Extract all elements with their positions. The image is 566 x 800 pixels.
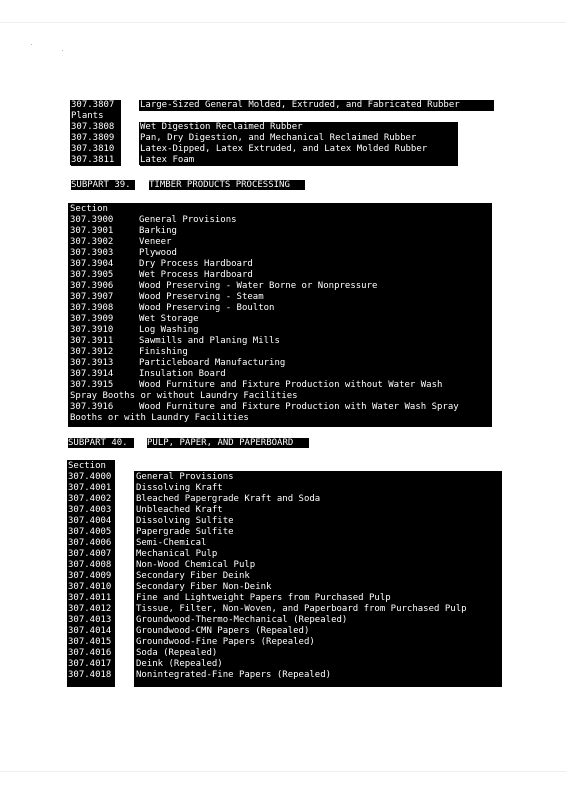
list-item-code: 307.4010 bbox=[68, 582, 114, 593]
scan-edge-bottom bbox=[0, 771, 566, 772]
list-item-code: 307.4016 bbox=[68, 648, 114, 659]
list-item-title: Insulation Board bbox=[139, 369, 489, 380]
list-item-code: 307.3807 bbox=[71, 100, 121, 111]
list-item-code: 307.4004 bbox=[68, 516, 114, 527]
list-item-title: Wood Preserving - Steam bbox=[139, 292, 489, 303]
list-item-title: Dissolving Sulfite bbox=[136, 516, 501, 527]
list-item-title: Wood Preserving - Boulton bbox=[139, 303, 489, 314]
list-item-code: 307.3900 bbox=[70, 215, 125, 226]
list-item-title: Large-Sized General Molded, Extruded, and Fabricated Rubber bbox=[140, 100, 494, 111]
list-item-code: 307.4009 bbox=[68, 571, 114, 582]
list-item-code: 307.4005 bbox=[68, 527, 114, 538]
list-item-code: 307.3901 bbox=[70, 226, 125, 237]
list-item-title: Groundwood-Thermo-Mechanical (Repealed) bbox=[136, 615, 501, 626]
list-item-title: General Provisions bbox=[136, 472, 501, 483]
list-item-title: Nonintegrated-Fine Papers (Repealed) bbox=[136, 670, 501, 681]
list-item-title: Wet Digestion Reclaimed Rubber bbox=[140, 122, 458, 133]
list-item-title: Soda (Repealed) bbox=[136, 648, 501, 659]
list-item-code: 307.4018 bbox=[68, 670, 114, 681]
scan-edge-top bbox=[0, 22, 566, 23]
list-item-title: Dissolving Kraft bbox=[136, 483, 501, 494]
scan-speck bbox=[31, 44, 32, 45]
list-item-continuation: Spray Booths or without Laundry Facilities bbox=[70, 391, 490, 402]
list-item-title: Wet Storage bbox=[139, 314, 489, 325]
list-item-title: Secondary Fiber Non-Deink bbox=[136, 582, 501, 593]
list-item-title: Tissue, Filter, Non-Woven, and Paperboard from Purchased Pulp bbox=[136, 604, 501, 615]
list-item-title: Fine and Lightweight Papers from Purchased Pulp bbox=[136, 593, 501, 604]
list-item-title: Dry Process Hardboard bbox=[139, 259, 489, 270]
list-item-title: Plywood bbox=[139, 248, 489, 259]
list-item-title: Wet Process Hardboard bbox=[139, 270, 489, 281]
list-item-code: 307.4013 bbox=[68, 615, 114, 626]
list-item-code: 307.3915 bbox=[70, 380, 125, 391]
list-item-code: 307.3808 bbox=[71, 122, 121, 133]
subpart-39-code: SUBPART 39. bbox=[71, 180, 135, 190]
list-item-code: 307.3811 bbox=[71, 155, 121, 166]
list-item-code: 307.3810 bbox=[71, 144, 121, 155]
list-item-code: 307.3908 bbox=[70, 303, 125, 314]
list-item-code: 307.4008 bbox=[68, 560, 114, 571]
list-item-code: 307.4001 bbox=[68, 483, 114, 494]
list-item-title: Pan, Dry Digestion, and Mechanical Reclaimed Rubber bbox=[140, 133, 458, 144]
list-item-continuation: Booths or with Laundry Facilities bbox=[70, 413, 490, 424]
list-item-code: 307.4014 bbox=[68, 626, 114, 637]
list-item-code: 307.4012 bbox=[68, 604, 114, 615]
list-item-title: Wood Furniture and Fixture Production with Water Wash Spray bbox=[139, 402, 490, 413]
list-item-title: Plants bbox=[71, 111, 121, 122]
list-item-code: 307.3905 bbox=[70, 270, 125, 281]
list-item-code: 307.3913 bbox=[70, 358, 125, 369]
list-item-title: Latex-Dipped, Latex Extruded, and Latex Molded Rubber bbox=[140, 144, 458, 155]
list-item-title: Bleached Papergrade Kraft and Soda bbox=[136, 494, 501, 505]
list-item-code: 307.4011 bbox=[68, 593, 114, 604]
list-item-code: 307.4015 bbox=[68, 637, 114, 648]
list-item-code: 307.4017 bbox=[68, 659, 114, 670]
list-item-code: 307.3907 bbox=[70, 292, 125, 303]
list-item-code: 307.4000 bbox=[68, 472, 114, 483]
list-item-code: 307.3911 bbox=[70, 336, 125, 347]
list-item-title: Particleboard Manufacturing bbox=[139, 358, 489, 369]
list-item-title: Mechanical Pulp bbox=[136, 549, 501, 560]
section-label: Section bbox=[70, 204, 130, 215]
list-item-code: 307.4006 bbox=[68, 538, 114, 549]
list-item-title: Latex Foam bbox=[140, 155, 458, 166]
list-item-code: 307.3906 bbox=[70, 281, 125, 292]
list-item-code: 307.3903 bbox=[70, 248, 125, 259]
list-item-code: 307.3909 bbox=[70, 314, 125, 325]
list-item-title: Veneer bbox=[139, 237, 489, 248]
subpart-39-title: TIMBER PRODUCTS PROCESSING bbox=[149, 180, 305, 190]
list-item-code: 307.3914 bbox=[70, 369, 125, 380]
list-item-code: 307.3916 bbox=[70, 402, 125, 413]
list-item-code: 307.3902 bbox=[70, 237, 125, 248]
list-item-code: 307.3910 bbox=[70, 325, 125, 336]
scan-speck bbox=[62, 50, 63, 51]
list-item-code: 307.4003 bbox=[68, 505, 114, 516]
subpart-40-code: SUBPART 40. bbox=[68, 438, 134, 448]
list-item-code: 307.3912 bbox=[70, 347, 125, 358]
list-item-title: Unbleached Kraft bbox=[136, 505, 501, 516]
list-item-title: Non-Wood Chemical Pulp bbox=[136, 560, 501, 571]
list-item-title: Finishing bbox=[139, 347, 489, 358]
list-item-title: Wood Preserving - Water Borne or Nonpressure bbox=[139, 281, 489, 292]
list-item-title: Secondary Fiber Deink bbox=[136, 571, 501, 582]
list-item-title: Semi-Chemical bbox=[136, 538, 501, 549]
list-item-code: 307.3904 bbox=[70, 259, 125, 270]
list-item-title: General Provisions bbox=[139, 215, 489, 226]
list-item-code: 307.4002 bbox=[68, 494, 114, 505]
list-item-title: Wood Furniture and Fixture Production without Water Wash bbox=[139, 380, 489, 391]
list-item-title: Groundwood-CMN Papers (Repealed) bbox=[136, 626, 501, 637]
list-item-title: Groundwood-Fine Papers (Repealed) bbox=[136, 637, 501, 648]
list-item-code: 307.3809 bbox=[71, 133, 121, 144]
list-item-code: 307.4007 bbox=[68, 549, 114, 560]
list-item-title: Papergrade Sulfite bbox=[136, 527, 501, 538]
list-item-title: Sawmills and Planing Mills bbox=[139, 336, 489, 347]
subpart-40-title: PULP, PAPER, AND PAPERBOARD bbox=[147, 438, 309, 448]
list-item-title: Deink (Repealed) bbox=[136, 659, 501, 670]
list-item-title: Barking bbox=[139, 226, 489, 237]
list-item-title: Log Washing bbox=[139, 325, 489, 336]
section-label: Section bbox=[68, 461, 114, 472]
